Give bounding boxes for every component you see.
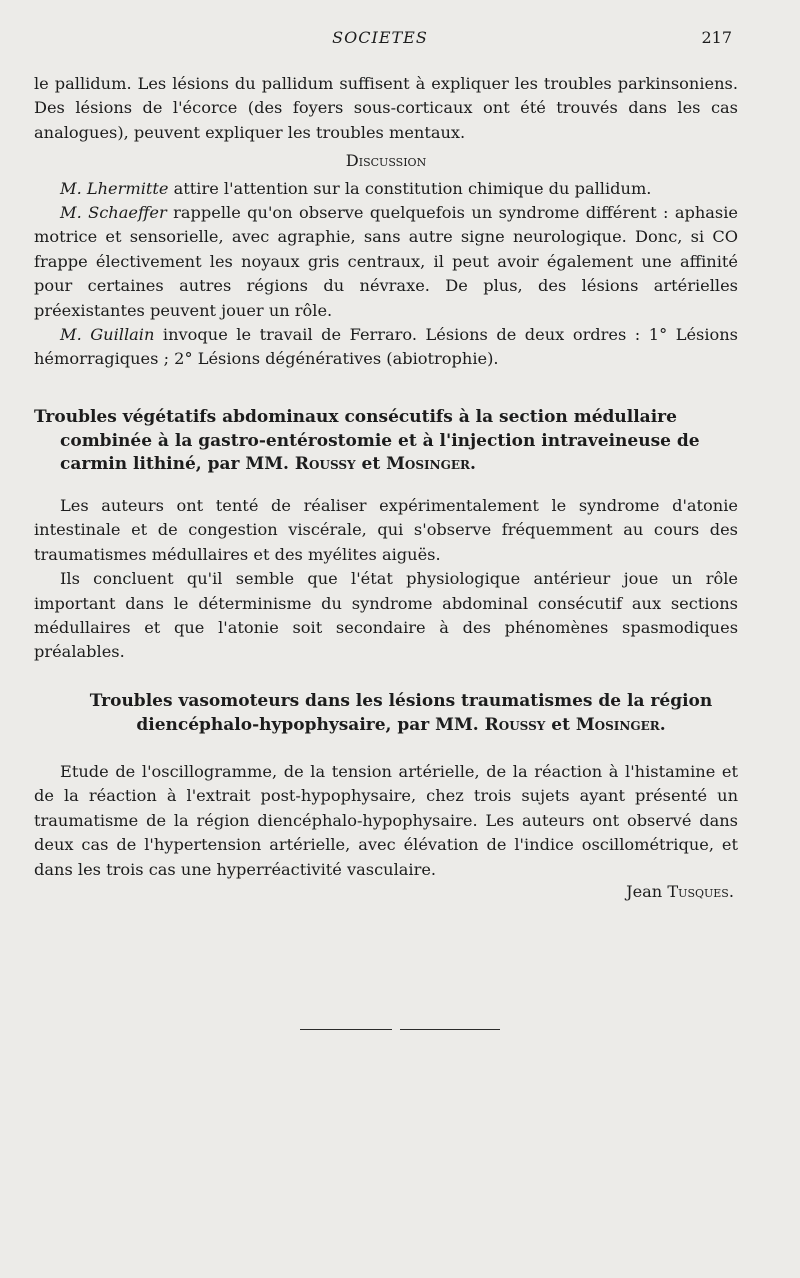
discussion-guillain: M. Guillain invoque le travail de Ferraro. Lésions de deux ordres : 1° Lésions hémorragiques ; 2° Lésions dégénératives (abiotrophie). [34, 325, 738, 369]
article-title-1-line2: combinée à la gastro-entérostomie et à l'injection intraveineuse de [60, 430, 700, 451]
article-title-1-line1: Troubles végétatifs abdominaux consécutifs à la section médullaire [34, 407, 677, 427]
discussion-heading: Discussion [345, 151, 427, 171]
speaker-guillain: M. Guillain [60, 325, 155, 345]
speaker-schaeffer: M. Schaeffer [60, 203, 167, 223]
discussion-schaeffer: M. Schaeffer rappelle qu'on observe quelquefois un syndrome différent : aphasie motrice et sensorielle, avec agraphie, sans autre signe neurologique. Donc, si CO frappe électivement les noyaux gris centraux, il peut avoir également une affinité pour certaines autres régions du névraxe. De plus, des lésions artérielles préexistantes peuvent jouer un rôle. [34, 203, 738, 320]
running-title: SOCIETES [332, 28, 428, 47]
show-through-texture [40, 1040, 760, 1260]
article-1-paragraph-2: Ils concluent qu'il semble que l'état physiologique antérieur joue un rôle important dans le déterminisme du syndrome abdominal consécutif aux sections médullaires et que l'atonie soit secondaire à des phénomènes spasmodiques préalables. [34, 569, 738, 662]
discussion-lhermitte: M. Lhermitte attire l'attention sur la constitution chimique du pallidum. [60, 178, 652, 198]
article-1-paragraph-1: Les auteurs ont tenté de réaliser expérimentalement le syndrome d'atonie intestinale et de congestion viscérale, qui s'observe fréquemment au cours des traumatismes médullaires et des myélites aiguës. [34, 496, 738, 564]
article-title-2 [34, 690, 768, 737]
section-divider-rule [300, 1029, 500, 1030]
page-header [0, 28, 800, 52]
article-title-2-line1: Troubles vasomoteurs dans les lésions traumatismes de la région [89, 691, 713, 711]
article-title-2-line2: diencéphalo-hypophysaire, par MM. Roussy et Mosinger. [136, 714, 666, 735]
speaker-lhermitte: M. Lhermitte [60, 178, 169, 198]
article-title-1-line3: carmin lithiné, par MM. Roussy et Mosinger. [60, 454, 476, 474]
article-2-paragraph-1: Etude de l'oscillogramme, de la tension artérielle, de la réaction à l'histamine et de la réaction à l'extrait post-hypophysaire, chez trois sujets ayant présenté un traumatisme de la région diencéphalo-hypophysaire. Les auteurs ont observé dans deux cas de l'hypertension artérielle, avec élévation de l'indice oscillométrique, et dans les trois cas une hyperréactivité vasculaire. [34, 762, 738, 879]
author-signature: Jean Tusques. [626, 882, 734, 901]
page-number: 217 [701, 28, 732, 47]
article-title-1 [34, 406, 754, 477]
article-body-1 [34, 494, 738, 665]
continuation-paragraph: le pallidum. Les lésions du pallidum suffisent à expliquer les troubles parkinsoniens. Des lésions de l'écorce (des foyers sous-corticaux ont été trouvés dans les cas analogues), peuvent expliquer les troubles mentaux. [34, 74, 738, 142]
section-continuation [34, 72, 738, 372]
article-body-2 [34, 760, 738, 882]
